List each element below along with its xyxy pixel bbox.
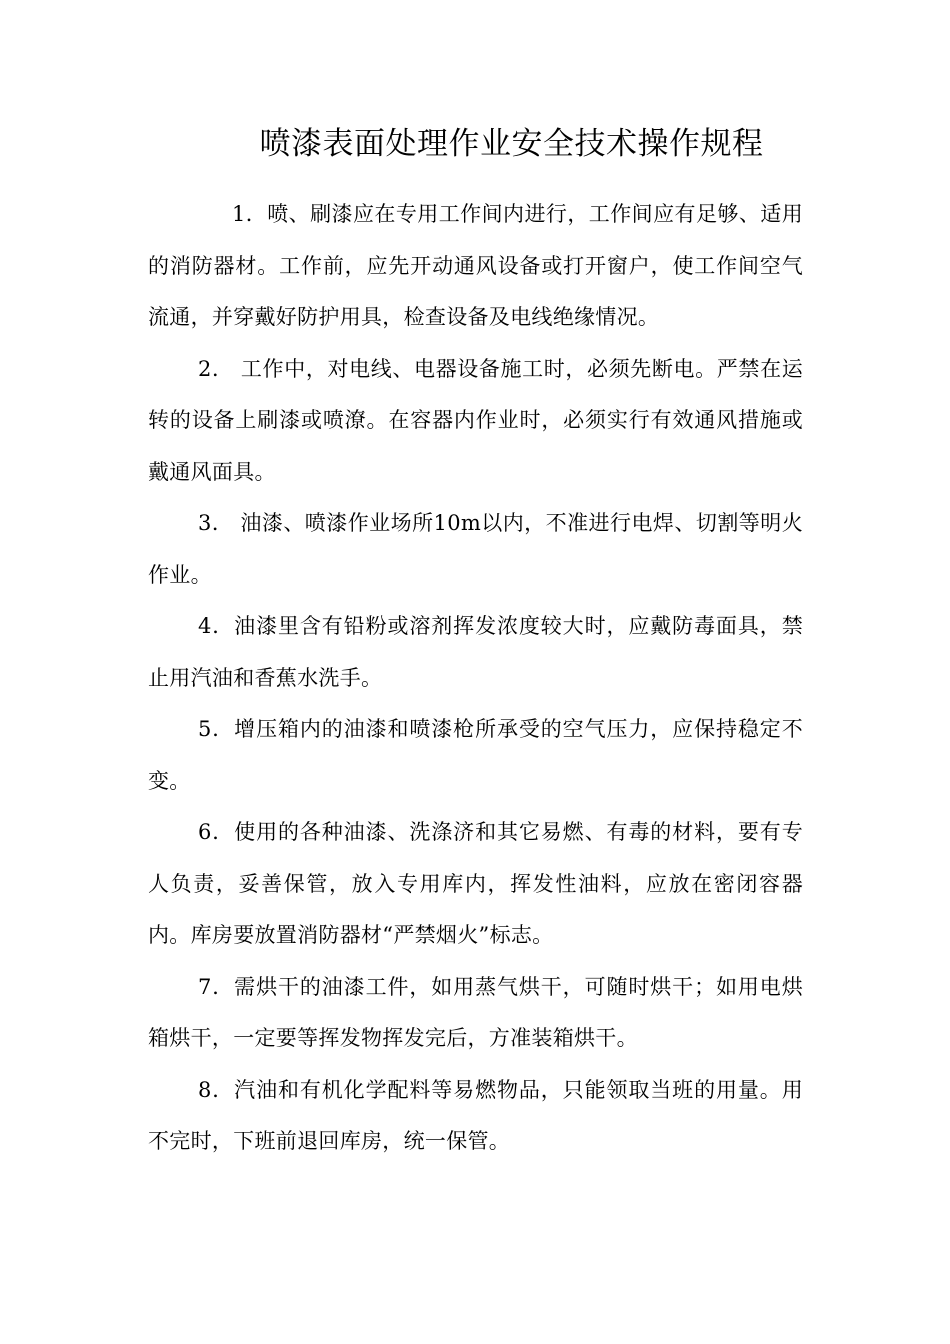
- paragraph-6: 6．使用的各种油漆、洗涤济和其它易燃、有毒的材料，要有专人负责，妥善保管，放入专用库内，挥发性油料，应放在密闭容器内。库房要放置消防器材“严禁烟火”标志。: [148, 820, 803, 947]
- paragraph-1: 1．喷、刷漆应在专用工作间内进行，工作间应有足够、适用的消防器材。工作前，应先开动通风设备或打开窗户，使工作间空气流通，并穿戴好防护用具，检查设备及电线绝缘情况。: [148, 202, 803, 329]
- paragraph-7: 7．需烘干的油漆工件，如用蒸气烘干，可随时烘干；如用电烘箱烘干，一定要等挥发物挥发完后，方准装箱烘干。: [148, 974, 803, 1050]
- paragraph-2: 2． 工作中，对电线、电器设备施工时，必须先断电。严禁在运转的设备上刷漆或喷潦。在容器内作业时，必须实行有效通风措施或戴通风面具。: [148, 356, 803, 484]
- document-title: 喷漆表面处理作业安全技术操作规程: [259, 126, 764, 162]
- paragraph-4: 4．油漆里含有铅粉或溶剂挥发浓度较大时，应戴防毒面具，禁止用汽油和香蕉水洗手。: [148, 614, 803, 690]
- document-body: [148, 189, 803, 1168]
- paragraph-5: 5．增压箱内的油漆和喷漆枪所承受的空气压力，应保持稳定不变。: [148, 717, 803, 793]
- paragraph-3: 3． 油漆、喷漆作业场所10m以内，不准进行电焊、切割等明火作业。: [148, 511, 803, 587]
- paragraph-8: 8．汽油和有机化学配料等易燃物品，只能领取当班的用量。用不完时，下班前退回库房，统一保管。: [148, 1077, 803, 1153]
